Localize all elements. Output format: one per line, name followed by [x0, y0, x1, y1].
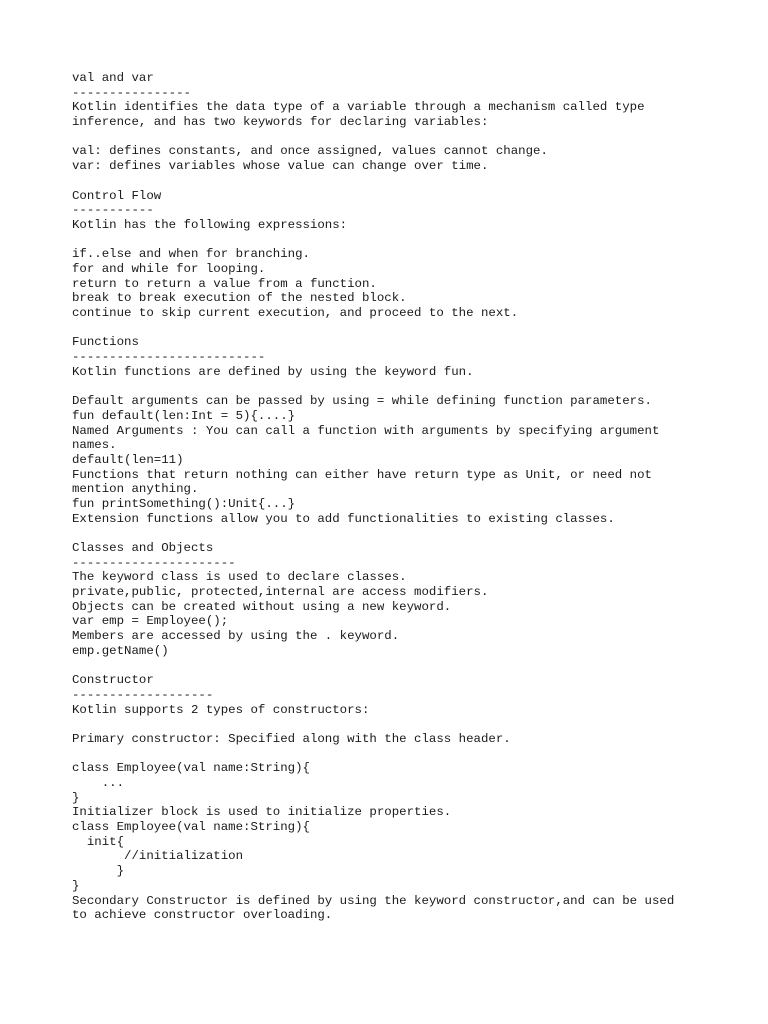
- text-line: private,public, protected,internal are access modifiers.: [72, 585, 489, 600]
- text-line: fun printSomething():Unit{...}: [72, 496, 296, 511]
- text-line: Kotlin identifies the data type of a variable through a mechanism called type: [72, 100, 645, 115]
- blank-line: [72, 747, 712, 762]
- text-line: Kotlin functions are defined by using the keyword fun.: [72, 364, 474, 379]
- text-line: Functions that return nothing can either have return type as Unit, or need not: [72, 467, 652, 482]
- text-line: Initializer block is used to initialize properties.: [72, 805, 452, 820]
- text-line: return to return a value from a function.: [72, 276, 377, 291]
- text-line: -------------------: [72, 687, 214, 702]
- blank-line: [72, 174, 712, 189]
- text-line: var emp = Employee();: [72, 614, 229, 629]
- text-line: Named Arguments : You can call a function with arguments by specifying argument: [72, 423, 660, 438]
- text-line: val: defines constants, and once assigned, values cannot change.: [72, 144, 548, 159]
- document-body: [72, 71, 712, 923]
- text-line: Kotlin has the following expressions:: [72, 217, 348, 232]
- text-line: The keyword class is used to declare classes.: [72, 570, 407, 585]
- text-line: Control Flow: [72, 188, 162, 203]
- text-line: Secondary Constructor is defined by using the keyword constructor,and can be used: [72, 893, 675, 908]
- blank-line: [72, 233, 712, 248]
- text-line: ...: [72, 776, 125, 790]
- blank-line: [72, 717, 712, 732]
- text-line: default(len=11): [72, 452, 184, 467]
- blank-line: [72, 379, 712, 394]
- text-line: class Employee(val name:String){: [72, 761, 310, 776]
- blank-line: [72, 321, 712, 336]
- text-line: }: [72, 790, 80, 805]
- text-line: names.: [72, 438, 117, 453]
- text-line: Classes and Objects: [72, 541, 214, 555]
- text-line: class Employee(val name:String){: [72, 820, 310, 835]
- text-line: ----------------: [72, 85, 191, 100]
- text-line: mention anything.: [72, 482, 199, 497]
- text-line: Kotlin supports 2 types of constructors:: [72, 702, 370, 717]
- text-line: Default arguments can be passed by using = while defining function parameters.: [72, 394, 652, 409]
- text-line: break to break execution of the nested block.: [72, 291, 407, 306]
- text-line: init{: [72, 834, 125, 849]
- text-line: inference, and has two keywords for declaring variables:: [72, 115, 489, 130]
- blank-line: [72, 659, 712, 674]
- text-line: for and while for looping.: [72, 261, 266, 276]
- text-line: Objects can be created without using a new keyword.: [72, 599, 452, 614]
- text-line: -----------: [72, 203, 154, 218]
- blank-line: [72, 526, 712, 541]
- blank-line: [72, 130, 712, 145]
- text-line: Members are accessed by using the . keyword.: [72, 629, 400, 644]
- text-line: ----------------------: [72, 555, 236, 570]
- text-line: fun default(len:Int = 5){....}: [72, 408, 296, 423]
- text-line: }: [72, 878, 80, 893]
- text-line: Constructor: [72, 673, 154, 688]
- text-line: Functions: [72, 335, 139, 350]
- text-line: emp.getName(): [72, 643, 169, 658]
- text-line: }: [72, 864, 125, 879]
- text-line: var: defines variables whose value can change over time.: [72, 159, 489, 174]
- text-line: //initialization: [72, 849, 244, 864]
- text-line: val and var: [72, 71, 154, 85]
- text-line: Extension functions allow you to add functionalities to existing classes.: [72, 511, 615, 526]
- text-line: to achieve constructor overloading.: [72, 908, 333, 923]
- text-line: if..else and when for branching.: [72, 247, 310, 262]
- text-line: Primary constructor: Specified along with the class header.: [72, 731, 511, 746]
- text-line: continue to skip current execution, and proceed to the next.: [72, 306, 519, 320]
- text-line: --------------------------: [72, 350, 266, 365]
